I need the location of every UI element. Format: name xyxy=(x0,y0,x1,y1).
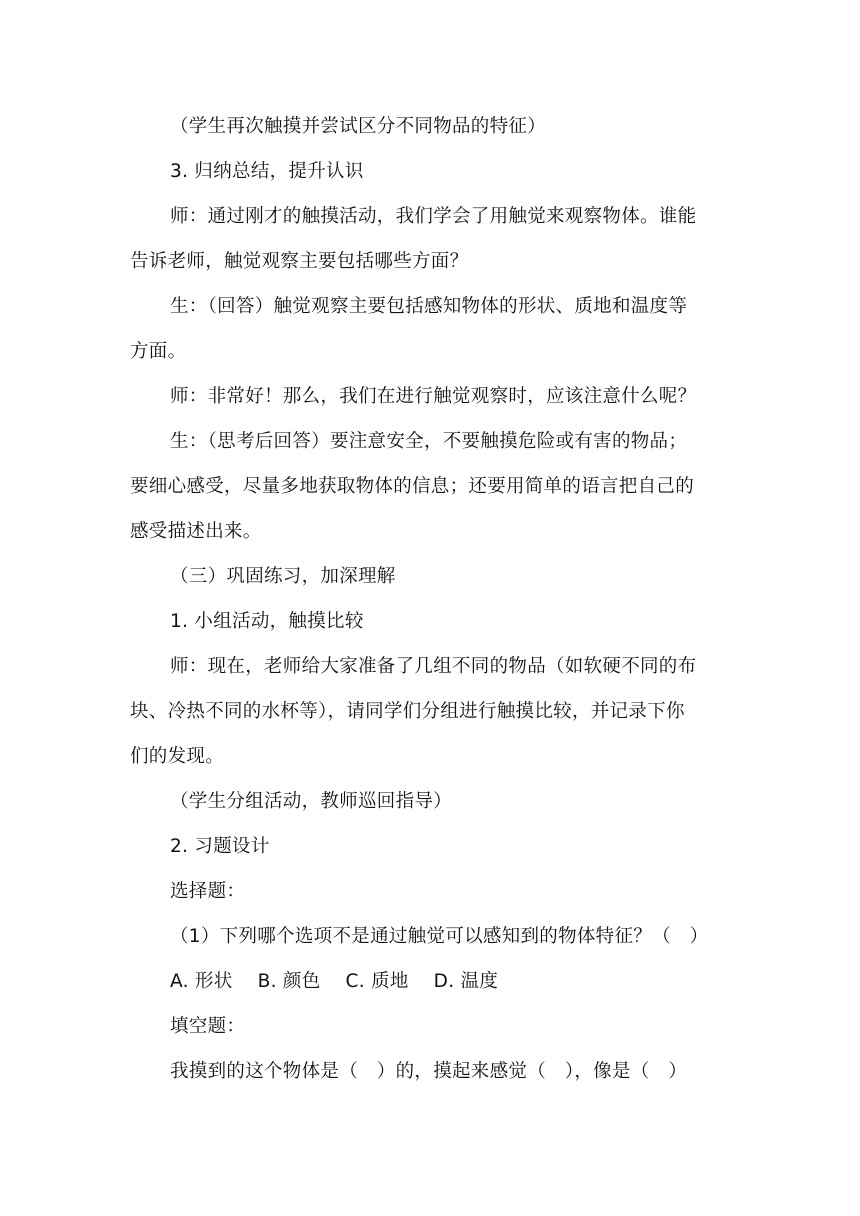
paragraph-line: 们的发现。 xyxy=(130,746,225,767)
paragraph-line: 师：通过刚才的触摸活动，我们学会了用触觉来观察物体。谁能 xyxy=(170,206,697,227)
question-text: 我摸到的这个物体是（ ）的，摸起来感觉（ ），像是（ ） xyxy=(170,1061,688,1082)
section-heading: （三）巩固练习，加深理解 xyxy=(170,566,396,587)
paragraph-line: 块、冷热不同的水杯等），请同学们分组进行触摸比较，并记录下你 xyxy=(130,701,685,722)
question-type-label: 选择题： xyxy=(170,881,246,902)
question-text: （1）下列哪个选项不是通过触觉可以感知到的物体特征？（ ） xyxy=(170,926,709,947)
section-heading: 1. 小组活动，触摸比较 xyxy=(170,611,364,632)
paragraph-line: （学生再次触摸并尝试区分不同物品的特征） xyxy=(170,116,547,137)
question-type-label: 填空题： xyxy=(170,1016,246,1037)
paragraph-line: 师：现在，老师给大家准备了几组不同的物品（如软硬不同的布 xyxy=(170,656,697,677)
paragraph-line: 师：非常好！那么，我们在进行触觉观察时，应该注意什么呢？ xyxy=(170,386,697,407)
answer-options: A. 形状 B. 颜色 C. 质地 D. 温度 xyxy=(170,971,499,992)
paragraph-line: （学生分组活动，教师巡回指导） xyxy=(170,791,453,812)
paragraph-line: 告诉老师，触觉观察主要包括哪些方面？ xyxy=(130,251,469,272)
section-heading: 2. 习题设计 xyxy=(170,836,270,857)
section-heading: 3. 归纳总结，提升认识 xyxy=(170,161,364,182)
paragraph-line: 生：（思考后回答）要注意安全，不要触摸危险或有害的物品； xyxy=(170,431,688,452)
paragraph-line: 生：（回答）触觉观察主要包括感知物体的形状、质地和温度等 xyxy=(170,296,688,317)
paragraph-line: 感受描述出来。 xyxy=(130,521,262,542)
paragraph-line: 要细心感受，尽量多地获取物体的信息；还要用简单的语言把自己的 xyxy=(130,476,695,497)
paragraph-line: 方面。 xyxy=(130,341,187,362)
